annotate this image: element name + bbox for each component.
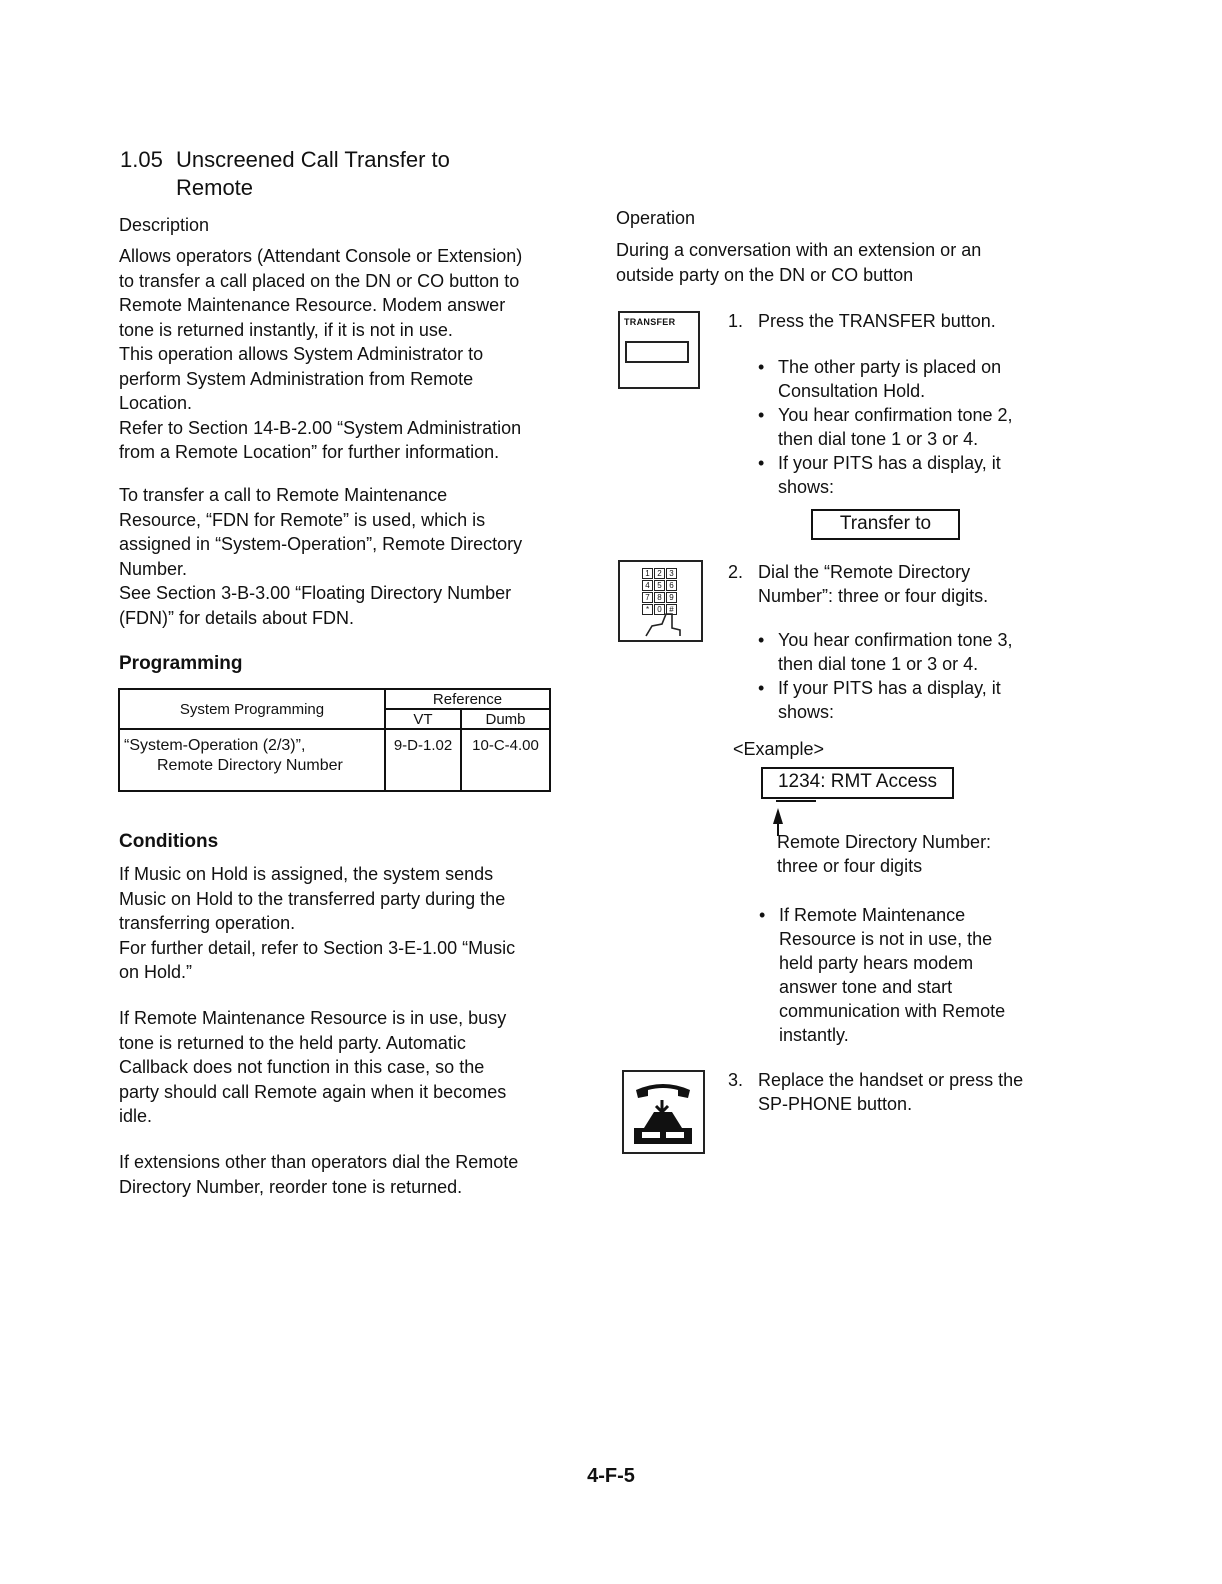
phone-icon bbox=[624, 1072, 703, 1152]
col-system-programming: System Programming bbox=[119, 689, 385, 729]
text-line: If Remote Maintenance Resource is in use, busy bbox=[119, 1008, 507, 1028]
keypad-key: 7 bbox=[642, 592, 653, 603]
keypad-dial-icon bbox=[618, 560, 703, 642]
conditions-para3 bbox=[119, 1150, 579, 1199]
text-line: transferring operation. bbox=[119, 913, 296, 933]
text-line: • If Remote Maintenance bbox=[779, 905, 966, 925]
text-line: Dial the “Remote Directory bbox=[758, 562, 971, 582]
text-line: • If your PITS has a display, it bbox=[778, 678, 1001, 698]
text-line: then dial tone 1 or 3 or 4. bbox=[778, 429, 979, 449]
text-line: outside party on the DN or CO button bbox=[616, 264, 914, 285]
table-row-program bbox=[119, 729, 385, 791]
step-text: Press the TRANSFER button. bbox=[758, 311, 996, 331]
text-line: Replace the handset or press the bbox=[758, 1070, 1024, 1090]
description-heading: Description bbox=[119, 215, 210, 235]
annotation bbox=[777, 830, 991, 878]
text-line: party should call Remote again when it becomes bbox=[119, 1081, 507, 1102]
text-line: Refer to Section 14-B-2.00 “System Administration bbox=[119, 417, 522, 438]
text-line: Resource is not in use, the bbox=[779, 929, 993, 949]
page-number: 4-F-5 bbox=[587, 1465, 635, 1487]
text-line: “System-Operation (2/3)”, bbox=[124, 737, 306, 754]
step1-bullets bbox=[758, 355, 1058, 499]
keypad-key: 9 bbox=[666, 592, 677, 603]
list-item bbox=[758, 676, 1058, 724]
keypad-key: 1 bbox=[642, 568, 653, 579]
step-text bbox=[758, 560, 1058, 608]
text-line: See Section 3-B-3.00 “Floating Directory Number bbox=[119, 583, 512, 603]
programming-table bbox=[118, 688, 551, 792]
conditions-para1 bbox=[119, 862, 579, 985]
col-vt: VT bbox=[385, 709, 461, 729]
text-line: • If your PITS has a display, it bbox=[778, 453, 1001, 473]
text-line: to transfer a call placed on the DN or CO button to bbox=[119, 270, 520, 291]
text-line: Remote Maintenance Resource. Modem answer bbox=[119, 295, 506, 315]
col-reference: Reference bbox=[385, 689, 550, 709]
text-line: Consultation Hold. bbox=[778, 381, 926, 401]
operation-heading: Operation bbox=[616, 208, 696, 228]
text-line: Directory Number, reorder tone is returned. bbox=[119, 1176, 463, 1197]
text-line: • You hear confirmation tone 3, bbox=[778, 630, 1013, 650]
keypad-key: 5 bbox=[654, 580, 665, 591]
text-line: SP-PHONE button. bbox=[758, 1094, 913, 1114]
text-line: This operation allows System Administrator to bbox=[119, 344, 484, 364]
text-line: held party hears modem bbox=[779, 953, 974, 973]
keypad-key: # bbox=[666, 604, 677, 615]
col-dumb: Dumb bbox=[461, 709, 550, 729]
display-remote-access: 1234: RMT Access bbox=[761, 767, 954, 799]
text-line: perform System Administration from Remote bbox=[119, 368, 474, 389]
text-line: Remote Directory Number: bbox=[777, 832, 992, 852]
finger-icon bbox=[642, 612, 686, 638]
step2-bullets-last bbox=[759, 903, 1059, 1047]
text-line: instantly. bbox=[779, 1025, 849, 1045]
text-line: For further detail, refer to Section 3-E-1.00 “Music bbox=[119, 937, 516, 958]
list-item bbox=[759, 903, 1059, 1047]
text-line: Number”: three or four digits. bbox=[758, 586, 989, 606]
display-transfer-to: Transfer to bbox=[811, 509, 960, 540]
text-line: answer tone and start bbox=[779, 977, 953, 997]
list-item bbox=[758, 451, 1058, 499]
text-line: Music on Hold to the transferred party during the bbox=[119, 888, 506, 909]
list-item bbox=[758, 403, 1058, 451]
text-line: • You hear confirmation tone 2, bbox=[778, 405, 1013, 425]
operation-intro bbox=[616, 238, 1056, 287]
text-line: assigned in “System-Operation”, Remote Directory bbox=[119, 534, 523, 554]
text-line: then dial tone 1 or 3 or 4. bbox=[778, 654, 979, 674]
handset-icon bbox=[622, 1070, 705, 1154]
keypad-key: * bbox=[642, 604, 653, 615]
step-number: 1. bbox=[728, 311, 744, 331]
section-title-line2: Remote bbox=[176, 175, 254, 200]
key-rectangle bbox=[625, 341, 689, 363]
keypad-grid bbox=[642, 568, 676, 615]
section-title-line1: Unscreened Call Transfer to bbox=[176, 147, 450, 172]
text-line: (FDN)” for details about FDN. bbox=[119, 607, 355, 628]
text-line: shows: bbox=[778, 477, 835, 497]
text-line: If Music on Hold is assigned, the system sends bbox=[119, 864, 494, 884]
keypad-key: 2 bbox=[654, 568, 665, 579]
conditions-para2 bbox=[119, 1006, 579, 1129]
text-line: Location. bbox=[119, 393, 193, 413]
text-line: Resource, “FDN for Remote” is used, which is bbox=[119, 509, 486, 530]
transfer-key-label: TRANSFER bbox=[624, 317, 676, 327]
step-1 bbox=[728, 309, 1068, 333]
step-text bbox=[758, 1068, 1078, 1116]
text-line: To transfer a call to Remote Maintenance bbox=[119, 485, 448, 505]
table-cell-vt: 9-D-1.02 bbox=[385, 729, 461, 791]
section-number: 1.05 bbox=[120, 147, 163, 172]
conditions-heading: Conditions bbox=[119, 831, 219, 852]
programming-heading: Programming bbox=[119, 653, 243, 674]
step-3 bbox=[728, 1068, 1088, 1116]
keypad-key: 0 bbox=[654, 604, 665, 615]
text-line: tone is returned to the held party. Automatic bbox=[119, 1032, 466, 1053]
text-line: • The other party is placed on bbox=[778, 357, 1002, 377]
text-line: tone is returned instantly, if it is not in use. bbox=[119, 319, 453, 340]
text-line: three or four digits bbox=[777, 856, 923, 876]
description-para1 bbox=[119, 244, 579, 465]
text-line: During a conversation with an extension or an bbox=[616, 240, 982, 260]
example-label: <Example> bbox=[733, 739, 825, 759]
section-title bbox=[120, 146, 450, 202]
step2-bullets bbox=[758, 628, 1058, 724]
transfer-key-icon bbox=[618, 311, 700, 389]
text-line: shows: bbox=[778, 702, 835, 722]
list-item bbox=[758, 628, 1058, 676]
table-cell-dumb: 10-C-4.00 bbox=[461, 729, 550, 791]
text-line: If extensions other than operators dial the Remote bbox=[119, 1152, 519, 1172]
list-item bbox=[758, 355, 1058, 403]
keypad-key: 4 bbox=[642, 580, 653, 591]
keypad-key: 6 bbox=[666, 580, 677, 591]
step-2 bbox=[728, 560, 1068, 608]
text-line: on Hold.” bbox=[119, 962, 193, 982]
keypad-key: 8 bbox=[654, 592, 665, 603]
description-para2 bbox=[119, 483, 579, 630]
text-line: Remote Directory Number bbox=[157, 757, 343, 774]
text-line: Number. bbox=[119, 558, 188, 579]
step-number: 3. bbox=[728, 1070, 744, 1090]
text-line: Callback does not function in this case, so the bbox=[119, 1057, 485, 1077]
text-line: idle. bbox=[119, 1106, 153, 1126]
text-line: from a Remote Location” for further information. bbox=[119, 442, 500, 462]
text-line: Allows operators (Attendant Console or Extension) bbox=[119, 246, 523, 266]
step-number: 2. bbox=[728, 562, 744, 582]
keypad-key: 3 bbox=[666, 568, 677, 579]
text-line: communication with Remote bbox=[779, 1001, 1006, 1021]
